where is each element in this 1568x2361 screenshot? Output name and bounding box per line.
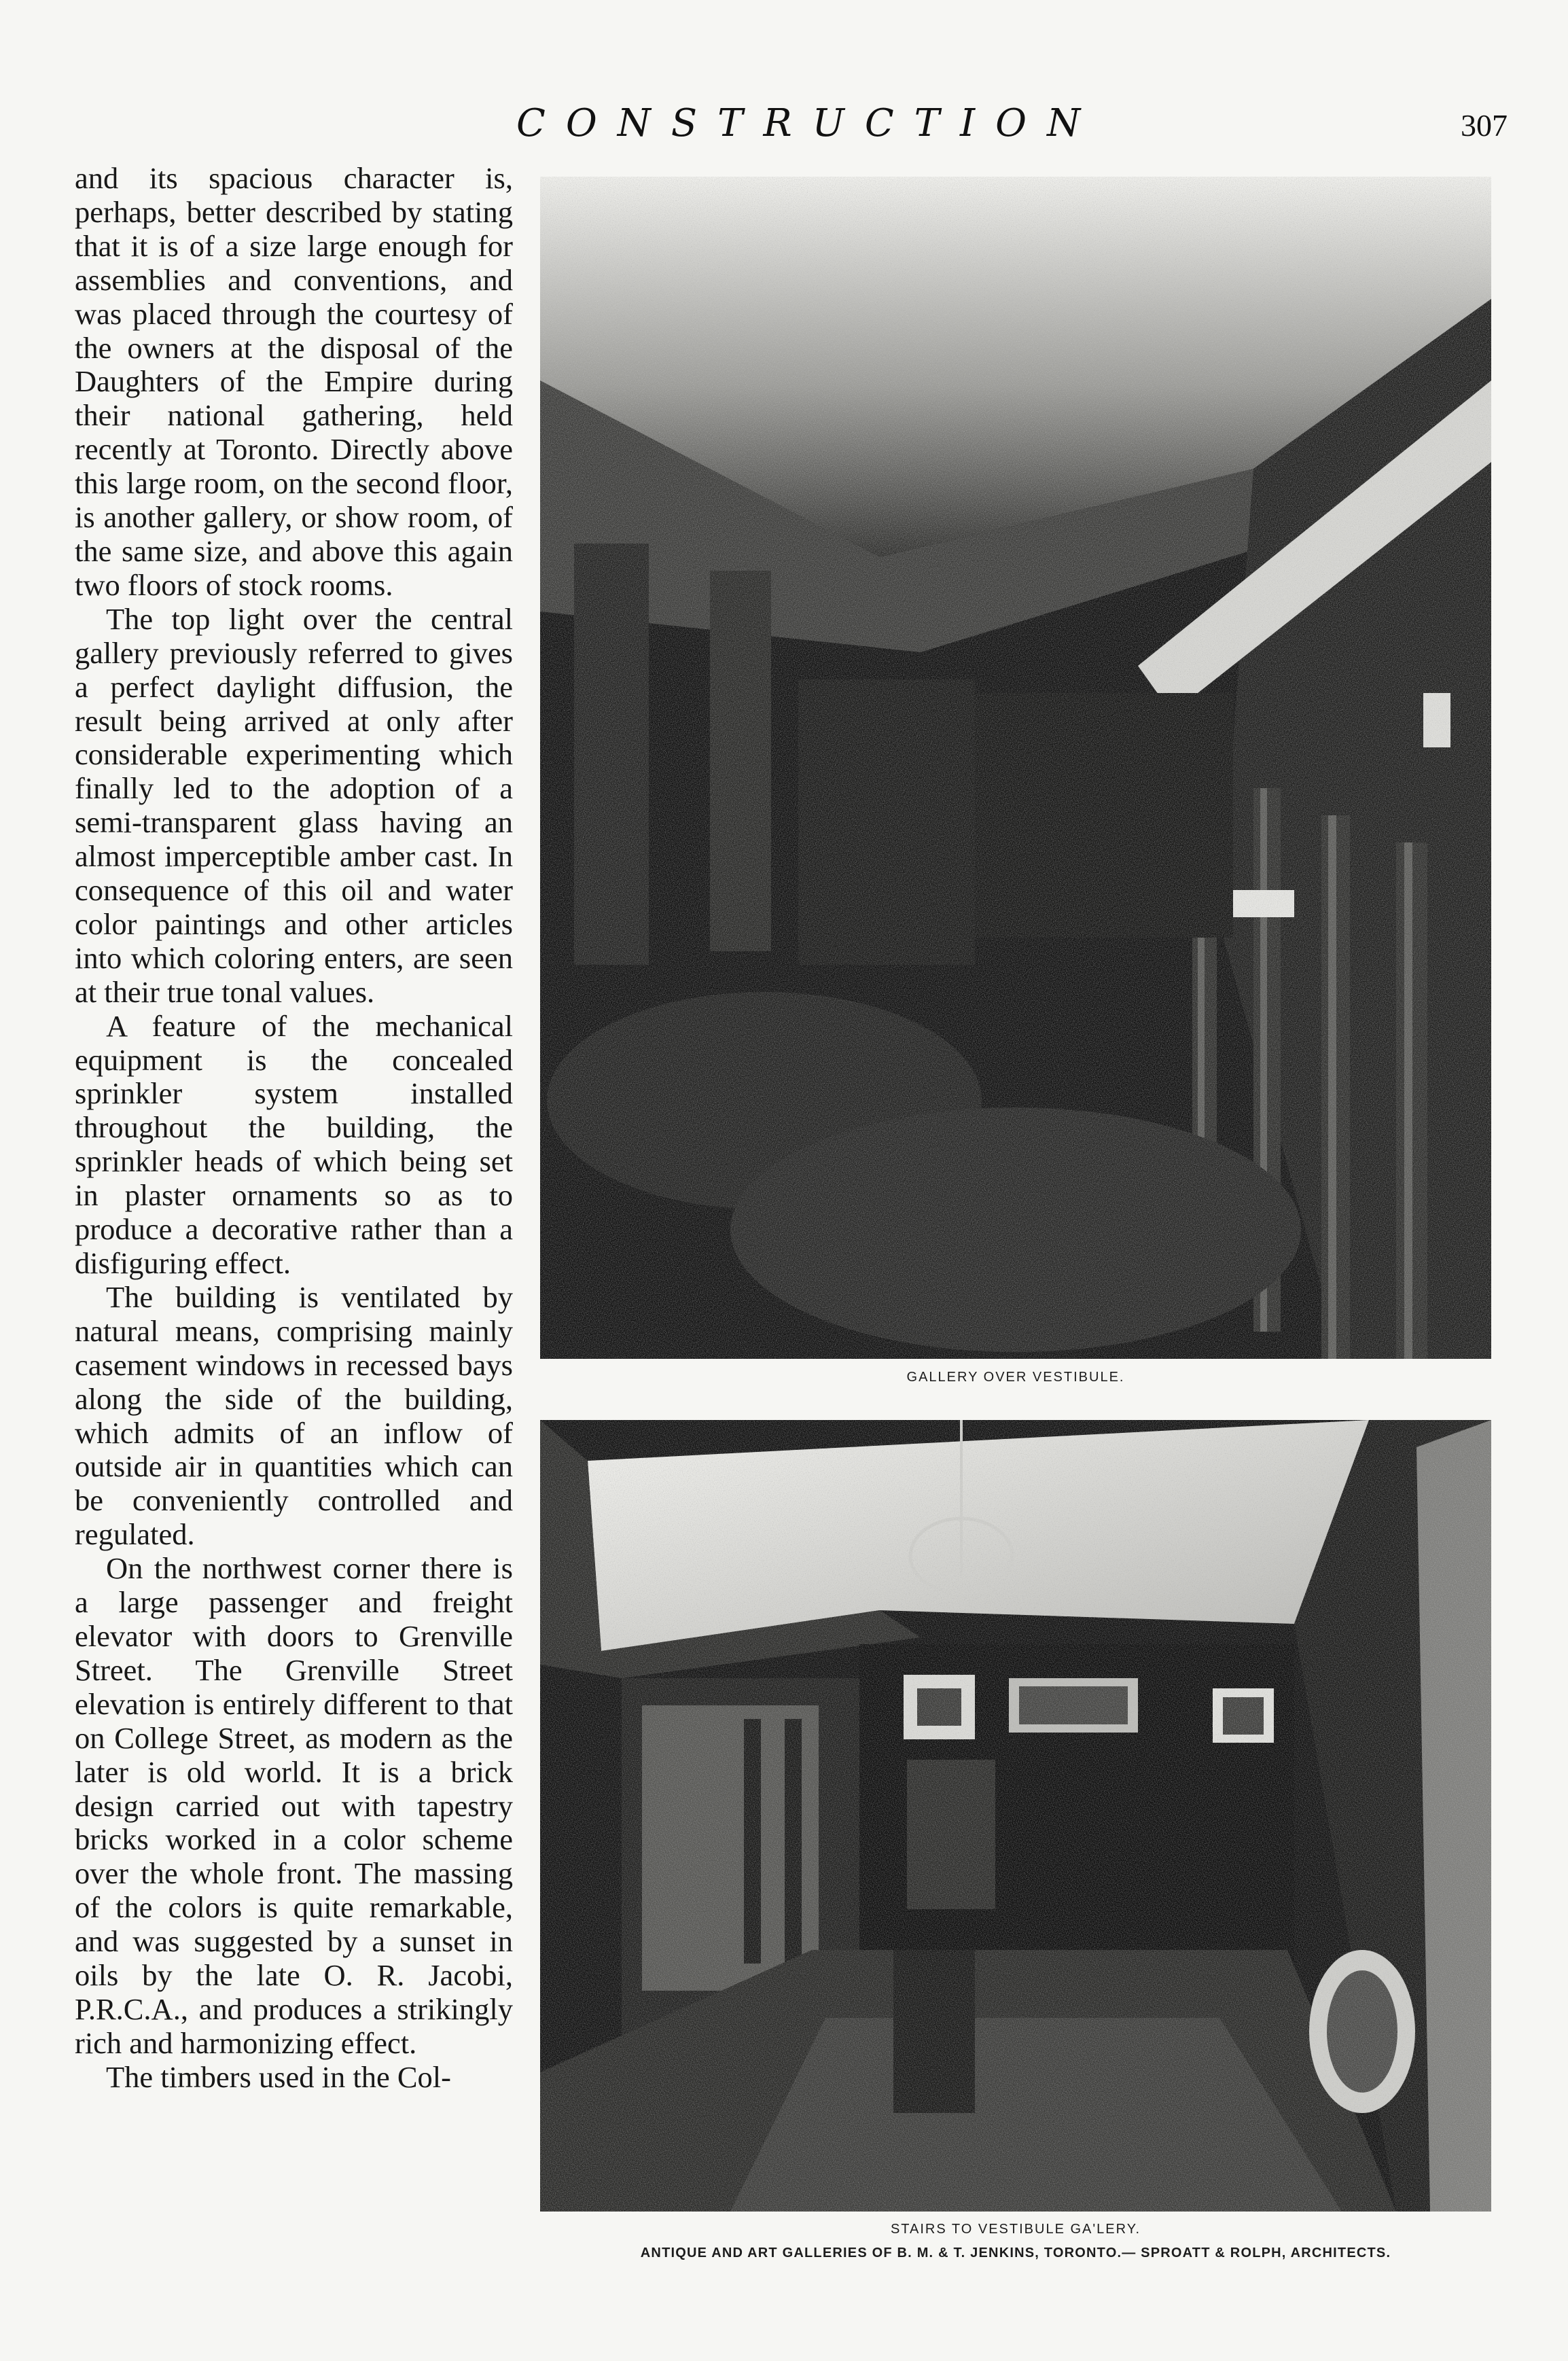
gallery-photo-caption: GALLERY OVER VESTIBULE. <box>906 1370 1125 1385</box>
stairs-photo-caption: STAIRS TO VESTIBULE GA'LERY. <box>890 2222 1141 2237</box>
gallery-photo <box>540 177 1491 1359</box>
gallery-photo-illustration <box>540 177 1491 1359</box>
journal-title: CONSTRUCTION <box>516 101 1101 145</box>
article-paragraph: On the northwest corner there is a large passenger and freight elevator with doors to Grenville Street. The Grenville Street elevation is entirely different to that on College Street, as modern as the later is old world. It is a brick design carried out with tapestry bricks worked in a color scheme over the whole front. The massing of the colors is quite remarkable, and was suggested by a sunset in oils by the late O. R. Jacobi, P.R.C.A., and produces a strikingly rich and harmonizing effect. <box>75 1551 513 2060</box>
article-paragraph: A feature of the mechanical equipment is the concealed sprinkler system installed throughout the building, the sprinkler heads of which being set in plaster ornaments so as to produce a decorative rather than a disfiguring effect. <box>75 1008 513 1280</box>
credit-line: ANTIQUE AND ART GALLERIES OF B. M. & T. JENKINS, TORONTO.— SPROATT & ROLPH, ARCHITECTS. <box>640 2245 1391 2260</box>
stairs-photo <box>540 1420 1491 2212</box>
page-number: 307 <box>1461 108 1508 143</box>
article-paragraph: The timbers used in the Col- <box>106 2059 451 2094</box>
article-paragraph: and its spacious character is, perhaps, better described by stating that it is of a size large enough for assemblies and conventions, and was placed through the courtesy of the owners at the disposal of the Daughters of the Empire during their national gathering, held recently at Toronto. Directly above this large room, on the second floor, is another gallery, or show room, of the same size, and above this again two floors of stock rooms. <box>75 162 513 602</box>
article-paragraph: The top light over the central gallery previously referred to gives a perfect daylight diffusion, the result being arrived at only after considerable experimenting which finally led to the adoption of a semi-transparent glass having an almost imperceptible amber cast. In consequence of this oil and water color paintings and other articles into which coloring enters, are seen at their true tonal values. <box>75 601 513 1009</box>
running-head <box>0 102 1568 149</box>
stairs-photo-illustration <box>540 1420 1491 2212</box>
article-column <box>75 162 513 2329</box>
article-paragraph: The building is ventilated by natural means, comprising mainly casement windows in recessed bays along the side of the building, which admits of an inflow of outside air in quantities which can be conveniently controlled and regulated. <box>75 1279 513 1552</box>
